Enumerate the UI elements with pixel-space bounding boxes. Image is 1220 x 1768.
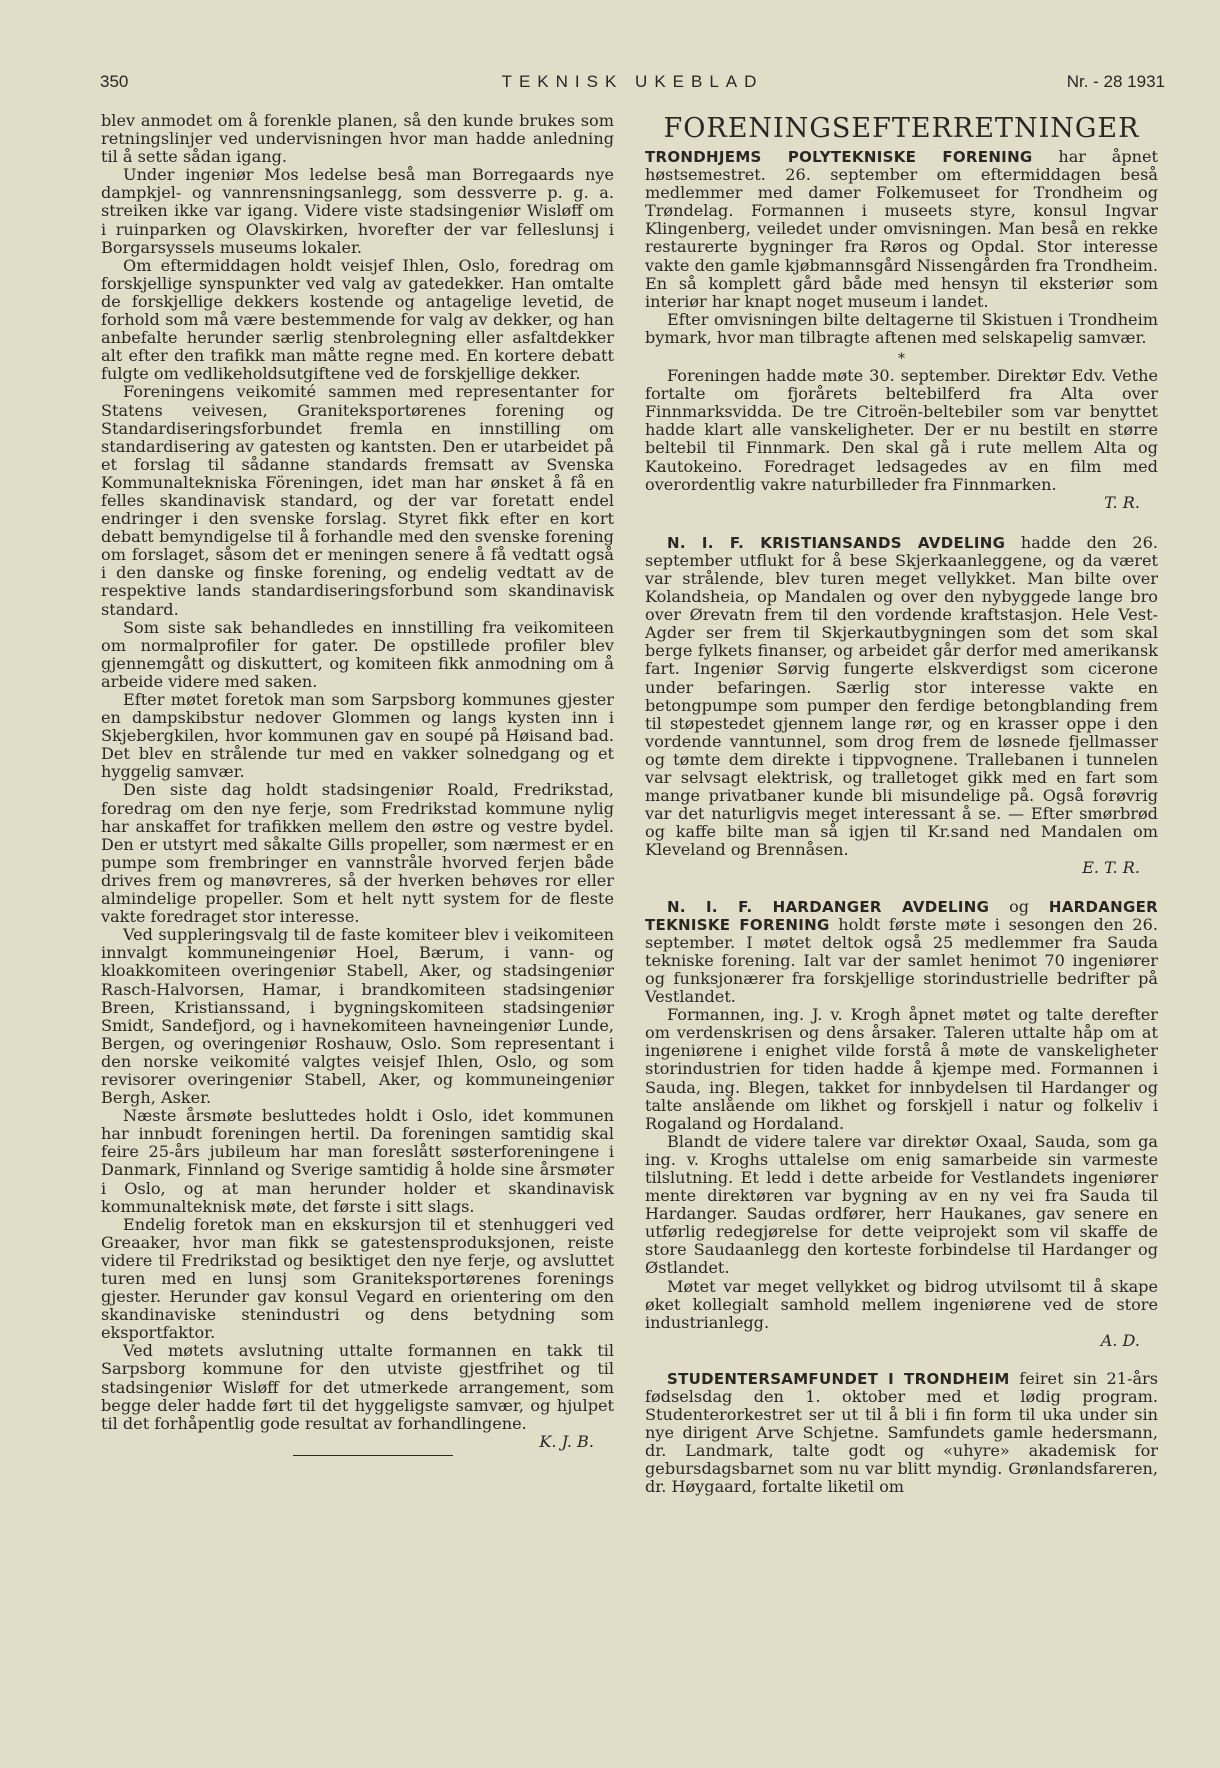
paragraph: Formannen, ing. J. v. Krogh åpnet møtet og talte derefter om verdenskrisen og dens årsaker. Taleren uttalte håp om at ingeniørene i enighet vilde forstå å møte de vanskeligheter storindustrien for tiden hadde å kjempe med. Formannen i Sauda, ing. Blegen, takket for innbydelsen til Hardanger og talte anslående om likhet og forskjell i natur og folkeliv i Rogaland og Hordaland.: [645, 1005, 1158, 1133]
article-text: hadde den 26. september utflukt for å bese Skjerkaanleggene, og da været var strålende, blev turen meget vellykket. Man bilte over Kolandsheia, op Mandalen og over den nybyggede lange bro over Ørevatn frem til den vordende kraftstasjon. Hele Vest-Agder ser frem til Skjerkautbygningen som det som skal berge fylkets finanser, og arbeidet går derfor med amerikansk fart. Ingeniør Sørvig fungerte elskverdigst som cicerone under befaringen. Særlig stor interesse vakte en betongpumpe som pumper den ferdige betongblanding frem til støpestedet gjennem lange rør, og en krasser oppe i den vordende vanntunnel, som drog frem de løsnede fjellmasser og tømte dem direkte i tippvognene. Trallebanen i tunnelen var selvsagt elektrisk, og tralletoget gikk med en fart som mange privatbaner kunde bli misundelige på. Også forøvrig var det naturligvis meget interessant å se. — Efter smørbrød og kaffe bilte man så igjen til Kr.sand ned Mandalen om Kleveland og Brennåsen.: [645, 532, 1158, 860]
article-heading: TRONDHJEMS POLYTEKNISKE FORENING: [645, 148, 1033, 166]
article-heading: N. I. F. KRISTIANSANDS AVDELING: [667, 533, 1006, 552]
page-number: 350: [100, 72, 129, 91]
paragraph: blev anmodet om å forenkle planen, så den kunde brukes som retningslinjer ved undervisningen hvor man hadde anledning til å sette sådan igang.: [101, 111, 614, 167]
spacer: [645, 1350, 1158, 1370]
article-studentersamfundet: [645, 1370, 1158, 1497]
paragraph: Endelig foretok man en ekskursjon til et stenhuggeri ved Greaaker, hvor man fikk se gatestensproduksjonen, reiste videre til Fredrikstad og besiktiget den nye ferje, og avsluttet turen med en lunsj som Graniteksportørenes forenings gjester. Herunder gav konsul Vegard en orientering om den skandinaviske stenindustri og dens betydning som eksportfaktor.: [101, 1214, 614, 1343]
article-kristiansand: [645, 534, 1158, 860]
article-hardanger: [645, 898, 1158, 1007]
spacer: [645, 512, 1158, 534]
signature-etr: E. T. R.: [1082, 858, 1140, 878]
journal-title: TEKNISK UKEBLAD: [501, 72, 764, 91]
paragraph: Blandt de videre talere var direktør Oxaal, Sauda, som ga ing. v. Kroghs uttalelse om enig samarbeide sin varmeste tilslutning. Et ledd i dette arbeide for Vestlandets ingeniører mente direktøren var bygning av en ny vei fra Sauda til Hardanger. Saudas ordfører, herr Haukanes, gav senere en utførlig redegjørelse for dette veiprojekt som vil skaffe de store Saudaanlegg den korteste forbindelse til Hardanger og Østlandet.: [645, 1131, 1158, 1278]
paragraph: Efter møtet foretok man som Sarpsborg kommunes gjester en dampskibstur nedover Glommen og langs kysten inn i Skjebergkilen, hvor kommunen gav en soupé på Høisand bad. Det blev en strålende tur med en vakker solnedgang og et hyggelig samvær.: [101, 690, 614, 782]
paragraph: Om eftermiddagen holdt veisjef Ihlen, Oslo, foredrag om forskjellige synspunkter ved valg av gatedekker. Han omtalte de forskjellige dekkers kostende og antagelige levetid, de forhold som må være bestemmende for valg av dekker, og han anbefalte herunder særlig stenbrolegning eller asfaltdekker alt efter den trafikk man måtte regne med. En kortere debatt fulgte om vedlikeholdsutgiftene ved de forskjellige dekker.: [101, 255, 614, 384]
right-column: [645, 112, 1158, 1497]
article-trondhjems: [645, 148, 1158, 311]
end-rule: [293, 1455, 453, 1456]
conjunction: og: [1009, 896, 1030, 916]
section-title: FORENINGSEFTERRETNINGER: [663, 113, 1140, 144]
signature-ad: A. D.: [1100, 1330, 1140, 1350]
signature-kjb: K. J. B.: [539, 1431, 594, 1451]
paragraph: Ved suppleringsvalg til de faste komiteer blev i veikomiteen innvalgt kommuneingeniør Hoel, Bærum, i vann- og kloakkomiteen overingeniør Stabell, Aker, og stadsingeniør Rasch-Halvorsen, Hamar, i brandkomiteen stadsingeniør Breen, Kristianssand, i bygningskomiteen stadsingeniør Smidt, Sandefjord, og i havnekomiteen havneingeniør Lunde, Bergen, og overingeniør Roshauw, Oslo. Som representant i den norske veikomité valgtes veisjef Ihlen, Oslo, og som revisorer overingeniør Stabell, Aker, og kommuneingeniør Bergh, Asker.: [101, 925, 614, 1108]
paragraph: Under ingeniør Mos ledelse beså man Borregaards nye dampkjel- og vannrensningsanlegg, som dessverre p. g. a. streiken ikke var igang. Videre viste stadsingeniør Wisløff om i ruinparken og Olavskirken, hvorefter der var felleslunsj i Borgarsyssels museums lokaler.: [101, 165, 614, 257]
paragraph: Foreningen hadde møte 30. september. Direktør Edv. Vethe fortalte om fjorårets beltebilferd fra Alta over Finnmarksvidda. De tre Citroën-beltebiler som var benyttet hadde klart alle vanskeligheter. Der er nu bestilt en større beltebil til Finnmark. Den skal gå i rute mellem Alta og Kautokeino. Foredraget ledsagedes av en film med overordentlig vakre naturbilleder fra Finnmarken.: [645, 366, 1158, 494]
article-heading-secondary: HARDANGER TEKNISKE FORENING: [645, 897, 1158, 934]
article-heading: N. I. F. HARDANGER AVDELING: [667, 897, 990, 916]
paragraph: Den siste dag holdt stadsingeniør Roald, Fredrikstad, foredrag om den nye ferje, som Fredrikstad kommune nylig har anskaffet for trafikken mellem den østre og vestre bydel. Den er utstyrt med såkalte Gills propeller, som nærmest er en pumpe som frembringer en vannstråle hvorved ferjen både drives frem og manøvreres, så der hverken behøves ror eller almindelige propeller. Som et helt nytt system for de fleste vakte foredraget stor interesse.: [101, 780, 614, 927]
left-column: [101, 112, 614, 1456]
paragraph: Foreningens veikomité sammen med representanter for Statens veivesen, Graniteksportørenes forening og Standardiseringsforbundet fremla en innstilling om standardisering av gatesten og kantsten. Den er utarbeidet på et forslag til sådanne standards fremsatt av Svenska Kommunaltekniska Föreningen, idet man har ønsket å få en felles skandinavisk standard, og der var foretatt endel endringer i den svenske forslag. Styret fikk efter en kort debatt bemyndigelse til å forhandle med den svenske forening om forslaget, såsom det er meningen senere å få vedtatt også i den danske og finske forening, og endelig vedtatt av de respektive lands standardiseringsforbund som skandinavisk standard.: [101, 382, 614, 619]
article-heading: STUDENTERSAMFUNDET I TRONDHEIM: [667, 1369, 1010, 1388]
paragraph: Efter omvisningen bilte deltagerne til Skistuen i Trondheim bymark, hvor man tilbragte aftenen med selskapelig samvær.: [645, 309, 1158, 347]
article-text: feiret sin 21-års fødselsdag den 1. oktober med et lødig program. Studenterorkestret ser ut til å bli i fin form til uka under sin nye dirigent Arve Schjetne. Samfundets gamle hedersmann, dr. Landmark, talte godt og «uhyre» akademisk for gebursdagsbarnet som nu var blitt myndig. Grønlandsfareren, dr. Høygaard, fortalte liketil om: [645, 1368, 1159, 1497]
paragraph: Som siste sak behandledes en innstilling fra veikomiteen om normalprofiler for gater. De opstillede profiler blev gjennemgått og diskuttert, og komiteen fikk anmodning om å arbeide videre med saken.: [101, 617, 614, 691]
signature-tr: T. R.: [1104, 492, 1140, 512]
article-text: holdt første møte i sesongen den 26. september. I møtet deltok også 25 medlemmer fra Sauda tekniske forening. Ialt var der samlet henimot 70 ingeniører og funksjonærer fra forskjellige storindustrielle bedrifter på Vestlandet.: [645, 914, 1159, 1007]
spacer: [645, 878, 1158, 898]
paragraph: Næste årsmøte besluttedes holdt i Oslo, idet kommunen har innbudt foreningen hertil. Da foreningen samtidig skal feire 25-års jubileum har man foreslått søsterforeningene i Danmark, Finnland og Sverige samtidig å holde sine årsmøter i Oslo, og at man herunder holder et skandinavisk kommunalteknisk møte, det første i sitt slags.: [101, 1106, 614, 1216]
paragraph: Møtet var meget vellykket og bidrog utvilsomt til å skape øket kollegialt samhold mellem ingeniørene ved de store industrianlegg.: [645, 1276, 1158, 1332]
issue-number: Nr. - 28 1931: [1066, 72, 1165, 91]
asterisk-separator: *: [898, 351, 905, 368]
paragraph: Ved møtets avslutning uttalte formannen en takk til Sarpsborg kommune for den utviste gjestfrihet og til stadsingeniør Wisløff for det utmerkede arrangement, som begge deler hadde ført til det hyggeligste samvær, og hjulpet til det forhåpentlig gode resultat av forhandlingene.: [101, 1341, 614, 1433]
article-text: har åpnet høstsemestret. 26. september om eftermiddagen beså medlemmer med damer Folkemuseet for Trondheim og Trøndelag. Formannen i museets styre, konsul Ingvar Klingenberg, veiledet under omvisningen. Man beså en rekke restaurerte bygninger fra Røros og Opdal. Stor interesse vakte den gamle kjøbmannsgård Nissengården fra Trondheim. En så komplett gård både med hensyn til eksteriør som interiør har knapt noget museum i landet.: [645, 147, 1159, 311]
page-header: [100, 72, 1165, 100]
